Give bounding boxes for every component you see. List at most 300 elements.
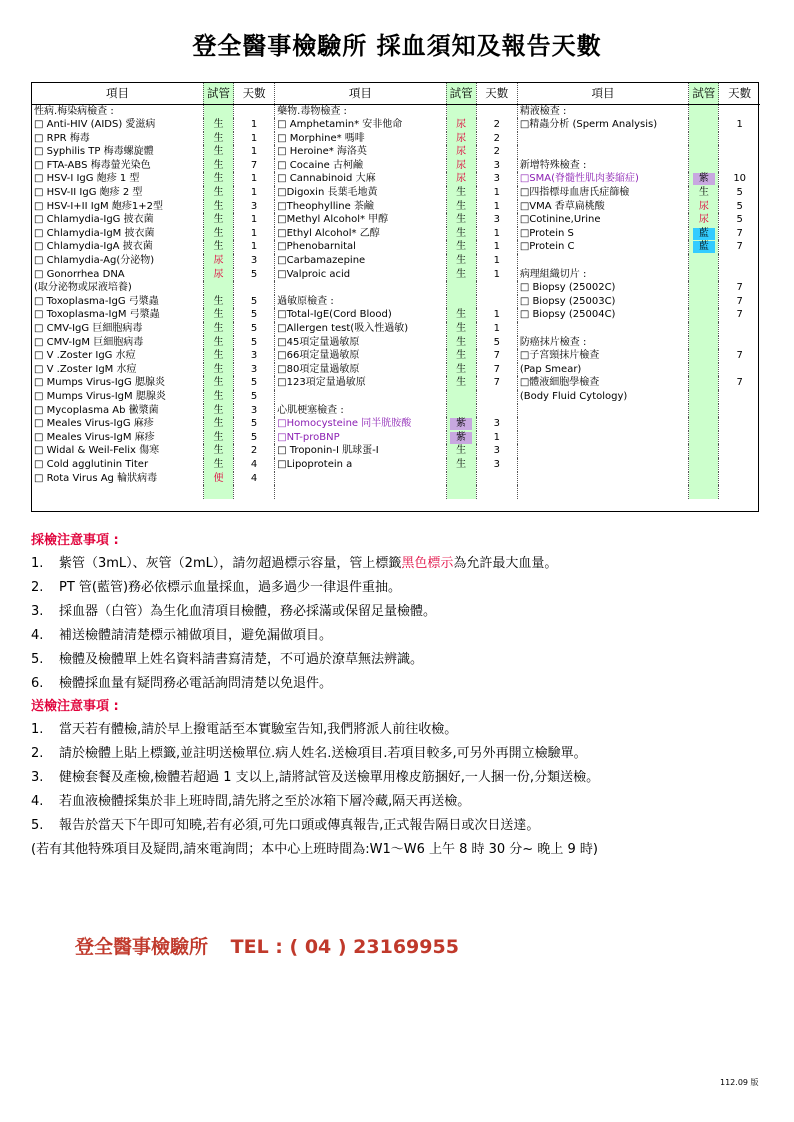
tube-label: 生 bbox=[213, 390, 224, 402]
delivery-notes-heading: 送檢注意事項 : bbox=[31, 699, 119, 714]
tube-type bbox=[689, 145, 719, 159]
tube-type bbox=[446, 308, 476, 322]
test-item: □體液細胞學檢查 bbox=[517, 376, 688, 390]
page-title: 登全醫事檢驗所 採血須知及報告天數 bbox=[192, 32, 602, 60]
test-item: □Valproic acid bbox=[275, 268, 446, 282]
tube-type bbox=[203, 132, 233, 146]
tube-label: 生 bbox=[456, 200, 467, 212]
tube-type bbox=[446, 336, 476, 350]
test-item: □Homocysteine 同半胱胺酸 bbox=[275, 417, 446, 431]
tube-type bbox=[446, 363, 476, 377]
test-item bbox=[517, 322, 688, 336]
tube-label: 生 bbox=[213, 418, 224, 430]
table-row bbox=[32, 363, 760, 377]
test-item: □子宮頸抹片檢查 bbox=[517, 349, 688, 363]
table-row bbox=[32, 227, 760, 241]
test-item: □Protein C bbox=[517, 240, 688, 254]
tube-type bbox=[203, 268, 233, 282]
tube-label: 生 bbox=[213, 363, 224, 375]
test-item: □Theophylline 茶鹼 bbox=[275, 200, 446, 214]
test-item bbox=[275, 281, 446, 295]
test-item: □Digoxin 長葉毛地黃 bbox=[275, 186, 446, 200]
note-text: 當天若有體檢,請於早上撥電話至本實驗室告知,我們將派人前往收檢。 bbox=[59, 722, 458, 737]
header-days: 天數 bbox=[234, 83, 275, 104]
delivery-notes-list bbox=[31, 718, 771, 838]
tube-type bbox=[689, 376, 719, 390]
report-days bbox=[719, 336, 760, 350]
test-item: □ Mycoplasma Ab 黴漿菌 bbox=[34, 404, 159, 416]
tube-type bbox=[689, 295, 719, 309]
tube-label: 尿 bbox=[698, 200, 709, 212]
report-days: 5 bbox=[719, 213, 760, 227]
report-days: 3 bbox=[476, 417, 517, 431]
tube-type bbox=[446, 295, 476, 309]
table-row bbox=[32, 417, 760, 431]
report-days: 5 bbox=[234, 322, 275, 336]
header-days: 天數 bbox=[476, 83, 517, 104]
test-item bbox=[32, 485, 203, 499]
test-item bbox=[517, 404, 688, 418]
table-row bbox=[32, 186, 760, 200]
note-number: 5. bbox=[31, 818, 44, 833]
tube-label: 尿 bbox=[456, 132, 467, 144]
tube-label: 生 bbox=[456, 227, 467, 239]
note-number: 3. bbox=[31, 604, 44, 619]
tube-label: 生 bbox=[456, 377, 467, 389]
test-item: □ Chlamydia-IgG 披衣菌 bbox=[34, 214, 154, 226]
tube-type bbox=[689, 172, 719, 186]
tube-label: 生 bbox=[213, 146, 224, 158]
table-row bbox=[32, 118, 760, 132]
report-days: 3 bbox=[234, 200, 275, 214]
tube-type bbox=[203, 295, 233, 309]
report-days: 3 bbox=[476, 172, 517, 186]
tube-type bbox=[203, 444, 233, 458]
tube-type bbox=[446, 404, 476, 418]
table-body bbox=[32, 104, 760, 499]
test-item: □ Biopsy (25003C) bbox=[517, 295, 688, 309]
test-table-container bbox=[31, 82, 759, 512]
test-item: 精液檢查 : bbox=[517, 104, 688, 118]
report-days bbox=[234, 485, 275, 499]
tube-type bbox=[689, 363, 719, 377]
tube-label: 生 bbox=[213, 295, 224, 307]
tube-label: 生 bbox=[213, 159, 224, 171]
report-days: 1 bbox=[476, 200, 517, 214]
table-row bbox=[32, 349, 760, 363]
table-row bbox=[32, 376, 760, 390]
tube-type bbox=[203, 200, 233, 214]
report-days: 5 bbox=[719, 186, 760, 200]
tube-type bbox=[689, 213, 719, 227]
tube-type bbox=[446, 417, 476, 431]
note-text: 報告於當天下午即可知曉,若有必須,可先口頭或傳真報告,正式報告隔日或次日送達。 bbox=[59, 818, 540, 833]
tube-label: 便 bbox=[213, 472, 224, 484]
tube-label: 生 bbox=[213, 200, 224, 212]
report-days bbox=[719, 472, 760, 486]
tube-type bbox=[689, 349, 719, 363]
test-item: 藥物.毒物檢查 : bbox=[275, 104, 446, 118]
footer-contact bbox=[75, 932, 459, 959]
test-item: (Body Fluid Cytology) bbox=[517, 390, 688, 404]
table-row bbox=[32, 200, 760, 214]
test-item bbox=[275, 485, 446, 499]
test-item: □ Biopsy (25004C) bbox=[517, 308, 688, 322]
header-item: 項目 bbox=[517, 83, 688, 104]
note-text: 檢體採血量有疑問務必電話詢問清楚以免退件。 bbox=[59, 676, 333, 691]
report-days: 5 bbox=[234, 268, 275, 282]
table-row bbox=[32, 254, 760, 268]
report-days: 4 bbox=[234, 458, 275, 472]
tube-type bbox=[446, 268, 476, 282]
tube-type bbox=[203, 472, 233, 486]
collection-note bbox=[31, 600, 771, 624]
collection-notes-heading: 採檢注意事項 : bbox=[31, 533, 119, 548]
test-item: □Phenobarnital bbox=[275, 240, 446, 254]
note-number: 4. bbox=[31, 794, 44, 809]
table-row bbox=[32, 281, 760, 295]
report-days: 3 bbox=[234, 254, 275, 268]
tube-label: 生 bbox=[456, 445, 467, 457]
report-days: 7 bbox=[719, 308, 760, 322]
tube-type bbox=[203, 159, 233, 173]
report-days: 1 bbox=[476, 268, 517, 282]
tube-type bbox=[203, 417, 233, 431]
tube-type bbox=[446, 458, 476, 472]
test-item: □66項定量過敏原 bbox=[275, 349, 446, 363]
test-item: □ HSV-II IgG 皰疹 2 型 bbox=[34, 187, 143, 199]
delivery-note bbox=[31, 766, 771, 790]
test-item: □ Widal & Weil-Felix 傷寒 bbox=[34, 445, 160, 457]
tube-type bbox=[689, 254, 719, 268]
note-text: 請於檢體上貼上標籤,並註明送檢單位.病人姓名.送檢項目.若項目較多,可另外再開立檢驗單。 bbox=[59, 746, 587, 761]
table-row bbox=[32, 295, 760, 309]
test-item: □ Chlamydia-IgA 披衣菌 bbox=[34, 241, 153, 253]
report-days bbox=[719, 104, 760, 118]
collection-note bbox=[31, 576, 771, 600]
test-item: □ Toxoplasma-IgG 弓漿蟲 bbox=[34, 295, 159, 307]
test-item bbox=[517, 145, 688, 159]
tube-type bbox=[203, 376, 233, 390]
report-days: 3 bbox=[234, 404, 275, 418]
report-days bbox=[719, 485, 760, 499]
report-days: 1 bbox=[234, 145, 275, 159]
tube-type bbox=[446, 485, 476, 499]
tube-type bbox=[689, 431, 719, 445]
test-item: □ HSV-I+II IgM 皰疹1+2型 bbox=[34, 200, 163, 212]
report-days: 1 bbox=[476, 431, 517, 445]
test-item: 過敏原檢查 : bbox=[275, 295, 446, 309]
tube-label: 生 bbox=[213, 350, 224, 362]
report-days: 2 bbox=[476, 118, 517, 132]
tube-type bbox=[203, 390, 233, 404]
tube-type bbox=[203, 458, 233, 472]
table-row bbox=[32, 145, 760, 159]
collection-note bbox=[31, 672, 771, 696]
report-days bbox=[719, 254, 760, 268]
test-item: □ Gonorrhea DNA bbox=[34, 268, 125, 280]
table-row bbox=[32, 390, 760, 404]
note-text: 檢體及檢體單上姓名資料請書寫清楚，不可過於潦草無法辨識。 bbox=[59, 652, 424, 667]
report-days: 7 bbox=[476, 363, 517, 377]
note-number: 2. bbox=[31, 580, 44, 595]
tube-type bbox=[203, 431, 233, 445]
report-days: 7 bbox=[476, 349, 517, 363]
tube-type bbox=[203, 349, 233, 363]
tube-label: 尿 bbox=[456, 146, 467, 158]
report-days: 1 bbox=[234, 213, 275, 227]
test-item: □ Cold agglutinin Titer bbox=[34, 458, 149, 470]
tube-type bbox=[689, 390, 719, 404]
tube-type bbox=[446, 118, 476, 132]
report-days: 1 bbox=[476, 186, 517, 200]
table-row bbox=[32, 472, 760, 486]
test-item bbox=[517, 431, 688, 445]
report-days: 5 bbox=[234, 431, 275, 445]
header-item: 項目 bbox=[275, 83, 446, 104]
tube-type bbox=[446, 322, 476, 336]
tube-type bbox=[203, 363, 233, 377]
tube-label: 藍 bbox=[693, 228, 715, 240]
tube-label: 生 bbox=[213, 323, 224, 334]
lab-phone: TEL : ( 04 ) 23169955 bbox=[230, 936, 459, 958]
tube-type bbox=[689, 485, 719, 499]
test-item: □ Mumps Virus-IgM 腮腺炎 bbox=[34, 390, 166, 402]
report-days: 3 bbox=[234, 349, 275, 363]
report-days: 5 bbox=[234, 376, 275, 390]
note-text: 採血器（白管）為生化血清項目檢體，務必採滿或保留足量檢體。 bbox=[59, 604, 437, 619]
report-days: 4 bbox=[234, 472, 275, 486]
tube-label: 生 bbox=[213, 187, 224, 199]
report-days bbox=[719, 431, 760, 445]
report-days: 5 bbox=[476, 336, 517, 350]
tube-type bbox=[689, 240, 719, 254]
test-item: □NT-proBNP bbox=[275, 431, 446, 445]
tube-label: 生 bbox=[456, 458, 467, 470]
report-days bbox=[234, 281, 275, 295]
report-days bbox=[476, 390, 517, 404]
report-days: 1 bbox=[234, 227, 275, 241]
report-days bbox=[476, 404, 517, 418]
tube-label: 紫 bbox=[450, 418, 472, 430]
note-number: 2. bbox=[31, 746, 44, 761]
test-item: □123項定量過敏原 bbox=[275, 376, 446, 390]
report-days bbox=[719, 390, 760, 404]
report-days: 2 bbox=[476, 132, 517, 146]
tube-type bbox=[689, 458, 719, 472]
table-row bbox=[32, 132, 760, 146]
delivery-note bbox=[31, 790, 771, 814]
tube-label: 生 bbox=[456, 350, 467, 362]
test-item: □Methyl Alcohol* 甲醇 bbox=[275, 213, 446, 227]
test-item: □80項定量過敏原 bbox=[275, 363, 446, 377]
report-days: 3 bbox=[234, 363, 275, 377]
tube-type bbox=[203, 104, 233, 118]
table-row bbox=[32, 458, 760, 472]
test-item bbox=[517, 472, 688, 486]
tube-label: 尿 bbox=[698, 214, 709, 226]
report-days bbox=[719, 417, 760, 431]
tube-label: 生 bbox=[456, 268, 467, 280]
report-days: 10 bbox=[719, 172, 760, 186]
tube-type bbox=[446, 281, 476, 295]
report-days: 2 bbox=[476, 145, 517, 159]
report-days: 5 bbox=[234, 308, 275, 322]
test-item: □ Heroine* 海洛英 bbox=[275, 145, 446, 159]
tube-type bbox=[203, 254, 233, 268]
tube-label: 生 bbox=[456, 336, 467, 348]
tube-label: 生 bbox=[213, 227, 224, 239]
note-number: 3. bbox=[31, 770, 44, 785]
header-tube: 試管 bbox=[446, 83, 476, 104]
report-days: 5 bbox=[234, 336, 275, 350]
test-item: □ Cocaine 古柯鹼 bbox=[275, 159, 446, 173]
note-highlight: 黑色標示 bbox=[401, 556, 454, 571]
tube-type bbox=[203, 186, 233, 200]
tube-type bbox=[689, 227, 719, 241]
note-text: PT 管(藍管)務必依標示血量採血，過多過少一律退件重抽。 bbox=[59, 580, 402, 595]
tube-label: 生 bbox=[213, 173, 224, 185]
contact-footnote: (若有其他特殊項目及疑問,請來電詢問；本中心上班時間為:W1～W6 上午 8 時 30 分~ 晚上 9 時) bbox=[31, 842, 598, 857]
test-item: □ Toxoplasma-IgM 弓漿蟲 bbox=[34, 309, 160, 321]
table-row bbox=[32, 444, 760, 458]
tube-label: 生 bbox=[213, 336, 224, 348]
report-days: 1 bbox=[234, 118, 275, 132]
report-days: 3 bbox=[476, 444, 517, 458]
test-item: 性病.梅染病檢查 : bbox=[34, 105, 114, 117]
report-days bbox=[476, 281, 517, 295]
tube-label: 生 bbox=[213, 404, 224, 416]
tube-label: 尿 bbox=[213, 268, 224, 280]
table-row bbox=[32, 404, 760, 418]
test-item bbox=[517, 485, 688, 499]
tube-type bbox=[689, 186, 719, 200]
note-text: 健檢套餐及產檢,檢體若超過 1 支以上,請將試管及送檢單用橡皮筋捆好,一人捆一份,分類送檢。 bbox=[59, 770, 600, 785]
test-item: □SMA(脊髓性肌肉萎縮症) bbox=[517, 172, 688, 186]
table-row bbox=[32, 308, 760, 322]
test-item: □ FTA-ABS 梅毒螢光染色 bbox=[34, 159, 151, 171]
test-item: □ Cannabinoid 大麻 bbox=[275, 172, 446, 186]
report-days: 5 bbox=[234, 417, 275, 431]
report-days: 1 bbox=[476, 240, 517, 254]
table-row bbox=[32, 172, 760, 186]
report-days: 7 bbox=[719, 281, 760, 295]
tube-type bbox=[203, 172, 233, 186]
tube-label: 生 bbox=[456, 214, 467, 226]
tube-type bbox=[689, 417, 719, 431]
tube-label: 生 bbox=[213, 309, 224, 321]
report-days bbox=[719, 132, 760, 146]
report-days bbox=[476, 295, 517, 309]
test-item bbox=[275, 472, 446, 486]
report-days bbox=[719, 145, 760, 159]
report-days: 1 bbox=[476, 322, 517, 336]
report-days bbox=[476, 472, 517, 486]
tube-type bbox=[689, 118, 719, 132]
report-days bbox=[719, 444, 760, 458]
test-item: □ Syphilis TP 梅毒螺旋體 bbox=[34, 146, 154, 158]
test-item: □ CMV-IgM 巨細胞病毒 bbox=[34, 336, 144, 348]
tube-type bbox=[446, 132, 476, 146]
note-number: 5. bbox=[31, 652, 44, 667]
test-item: □ Morphine* 嗎啡 bbox=[275, 132, 446, 146]
test-item: □ V .Zoster IgG 水痘 bbox=[34, 350, 136, 362]
test-item bbox=[517, 444, 688, 458]
report-days: 1 bbox=[476, 254, 517, 268]
table-row bbox=[32, 322, 760, 336]
test-item: □ HSV-I IgG 皰疹 1 型 bbox=[34, 173, 140, 185]
test-item: □Total-IgE(Cord Blood) bbox=[275, 308, 446, 322]
tube-type bbox=[446, 213, 476, 227]
test-item: □Cotinine,Urine bbox=[517, 213, 688, 227]
test-item: (取分泌物或尿液培養) bbox=[34, 282, 132, 294]
table-row bbox=[32, 240, 760, 254]
report-days bbox=[234, 104, 275, 118]
test-item: □ CMV-IgG 巨細胞病毒 bbox=[34, 323, 143, 334]
report-days: 2 bbox=[234, 444, 275, 458]
note-number: 6. bbox=[31, 676, 44, 691]
tube-label: 尿 bbox=[456, 173, 467, 185]
report-days: 1 bbox=[476, 227, 517, 241]
tube-type bbox=[689, 308, 719, 322]
tube-type bbox=[689, 104, 719, 118]
tube-type bbox=[446, 390, 476, 404]
report-days: 1 bbox=[476, 308, 517, 322]
tube-type bbox=[689, 200, 719, 214]
tube-type bbox=[203, 322, 233, 336]
tube-type bbox=[203, 404, 233, 418]
report-days bbox=[719, 458, 760, 472]
tube-type bbox=[203, 485, 233, 499]
test-item: □Lipoprotein a bbox=[275, 458, 446, 472]
tube-label: 紫 bbox=[693, 173, 715, 185]
report-days: 3 bbox=[476, 213, 517, 227]
table-row bbox=[32, 431, 760, 445]
report-days: 1 bbox=[234, 172, 275, 186]
table-row bbox=[32, 336, 760, 350]
tube-type bbox=[446, 172, 476, 186]
tube-label: 生 bbox=[213, 241, 224, 253]
note-text: 若血液檢體採集於非上班時間,請先將之至於冰箱下層冷藏,隔天再送檢。 bbox=[59, 794, 471, 809]
test-item: □ RPR 梅毒 bbox=[34, 132, 90, 144]
report-days bbox=[719, 268, 760, 282]
collection-note bbox=[31, 624, 771, 648]
test-item: □四指標母血唐氏症篩檢 bbox=[517, 186, 688, 200]
report-days: 3 bbox=[476, 159, 517, 173]
report-days bbox=[719, 404, 760, 418]
test-item: □Carbamazepine bbox=[275, 254, 446, 268]
report-days: 1 bbox=[234, 186, 275, 200]
note-text: 補送檢體請清楚標示補做項目，避免漏做項目。 bbox=[59, 628, 333, 643]
tube-label: 生 bbox=[213, 445, 224, 457]
tube-type bbox=[203, 213, 233, 227]
report-days: 1 bbox=[234, 240, 275, 254]
tube-label: 生 bbox=[213, 132, 224, 144]
tube-label: 生 bbox=[213, 377, 224, 389]
tube-label: 尿 bbox=[456, 159, 467, 171]
test-item bbox=[517, 254, 688, 268]
collection-notes-list bbox=[31, 552, 771, 696]
report-days: 3 bbox=[476, 458, 517, 472]
test-item: □ Mumps Virus-IgG 腮腺炎 bbox=[34, 377, 165, 389]
collection-note bbox=[31, 648, 771, 672]
tube-type bbox=[446, 145, 476, 159]
tube-type bbox=[446, 472, 476, 486]
test-item bbox=[517, 417, 688, 431]
test-item bbox=[517, 132, 688, 146]
report-days: 7 bbox=[719, 349, 760, 363]
tube-type bbox=[446, 186, 476, 200]
